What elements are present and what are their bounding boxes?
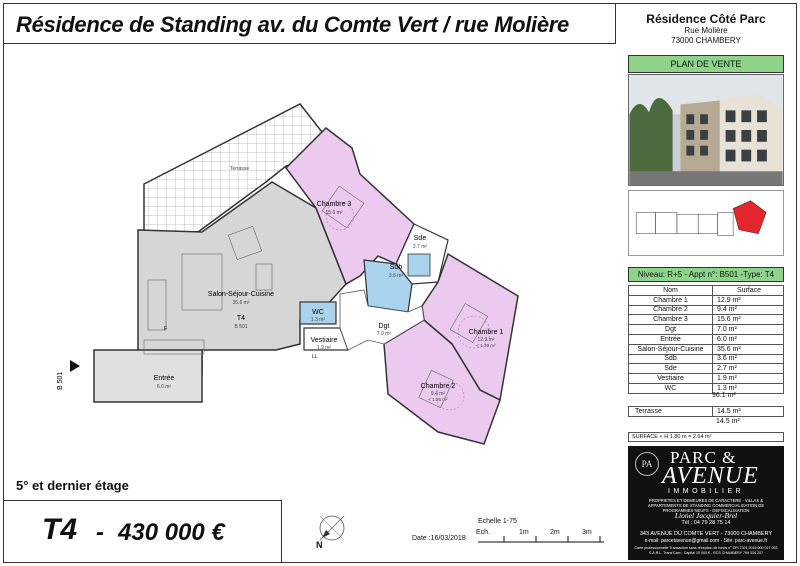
price-value: 430 000 € [118, 519, 225, 546]
apartment-type: T4 [42, 513, 78, 546]
label-dgt: Dgt [378, 323, 390, 330]
label-chambre2: Chambre 2 [420, 383, 456, 390]
agency-phone: Tél : 04 79 28 75 14 [681, 520, 731, 526]
label-vestiaire: Vestiaire [310, 337, 338, 344]
label-f: F [164, 326, 168, 332]
floor-label: 5° et dernier étage [16, 478, 129, 493]
agency-agent: Lionel Jacquier-Brel [674, 511, 738, 520]
plan-vente-label: PLAN DE VENTE [628, 55, 784, 73]
agency-brand-line2: AVENUE [662, 463, 759, 489]
label-sdb-area: 3.6 m² [388, 273, 404, 279]
agency-brand-line1: PARC & [670, 448, 737, 467]
agency-tagline: PROPRIETES ET DEMEURES DE CARACTERE - VILLAS & APPARTEMENTS DE STANDING COMMERCIALISATION DE PROGRAMMES NEUFS - DEFISCALISATION [647, 498, 765, 513]
entry-arrow-icon [70, 360, 80, 372]
agency-address: 343 AVENUE DU COMTE VERT - 73000 CHAMBERY [639, 531, 773, 537]
location-plan [628, 190, 784, 256]
terrace-table [628, 406, 784, 417]
scale-label-1m: 1m [519, 529, 529, 536]
label-wc: WC [312, 309, 324, 316]
price-box [4, 500, 282, 562]
agency-contact: e-mail: parcetavenue@gmail.com - Site: parc-avenue.fr [644, 538, 768, 544]
table-row: Sde 2.7 m² [629, 364, 784, 374]
label-terrace: Terrasse [230, 166, 250, 172]
terrace-total: 14.5 m² [716, 418, 740, 425]
label-chambre1-sub: < 1.39 m² [476, 343, 496, 348]
label-t4: T4 [236, 315, 246, 322]
sde-fixture [408, 254, 430, 276]
plan-date: Date :16/03/2018 [412, 535, 466, 542]
info-panel [616, 4, 796, 562]
table-row: WC 1.3 m² [629, 383, 784, 393]
label-sde-area: 2.7 m² [412, 244, 428, 250]
label-chambre1-area: 12.9 m² [477, 337, 495, 343]
label-entree: Entrée [153, 375, 175, 382]
table-row: Dgt 7.0 m² [629, 325, 784, 335]
label-chambre3: Chambre 3 [316, 201, 352, 208]
floor-plan [4, 44, 616, 474]
entry-marker-label: B 501 [57, 371, 64, 390]
scale-label-3m: 3m [582, 529, 592, 536]
label-chambre1: Chambre 1 [468, 329, 504, 336]
compass-north-label: N [316, 540, 323, 550]
building-photo [628, 74, 784, 186]
label-vestiaire-area: 1.9 m² [316, 345, 332, 351]
label-dgt-area: 7.0 m² [376, 331, 392, 337]
label-salon: Salon-Séjour-Cuisine [207, 291, 275, 298]
label-wc-area: 1.3 m² [310, 317, 326, 323]
scale-label-2m: 2m [550, 529, 560, 536]
agency-monogram-icon: PA [635, 452, 659, 476]
rooms-table-header [629, 286, 784, 296]
terrace-surface: 14.5 m² [713, 407, 784, 417]
label-chambre2-area: 9.4 m² [430, 391, 446, 397]
terrace-label: Terrasse [629, 407, 713, 417]
page-title: Résidence de Standing av. du Comte Vert / rue Molière [16, 12, 569, 37]
label-chambre3-area: 15.6 m² [325, 210, 343, 216]
entree-area [94, 350, 202, 402]
price-separator: - [96, 519, 104, 546]
agency-legal: Carte professionnelle Transaction sans réception de fonds n° CPI 7301 2016 000 027 053 S.A.R.L. Trans'Cam - Capital 10 000 € - RCS CHAMBERY 799 334 207 [634, 546, 778, 555]
residence-name: Résidence Côté Parc [646, 12, 766, 26]
label-ll: LL [312, 354, 318, 360]
residence-city: 73000 CHAMBERY [671, 36, 741, 45]
table-row: Chambre 2 9.4 m² [629, 305, 784, 315]
scale-label-ech: Ech. [476, 529, 491, 536]
label-sdb: Sdb [389, 264, 403, 271]
label-entree-area: 6.0 m² [156, 384, 172, 390]
label-b501-plan: B 501 [234, 324, 248, 330]
agency-brand-line3: IMMOBILIER [668, 488, 745, 495]
rooms-table [628, 285, 784, 394]
col-room: Nom [629, 286, 713, 296]
label-chambre2-sub: < 1.25 m² [428, 397, 448, 402]
header [4, 4, 616, 44]
total-surface: 96.1 m² [712, 392, 736, 399]
surface-note: SURFACE < H 1.80 m = 2.64 m² [628, 432, 784, 442]
label-salon-area: 35.6 m² [232, 300, 250, 306]
table-row [629, 407, 784, 417]
residence-street: Rue Molière [684, 26, 728, 35]
table-row: Entrée 6.0 m² [629, 334, 784, 344]
table-row: Chambre 1 12.9 m² [629, 295, 784, 305]
scale-title: Echelle 1-75 [478, 518, 517, 525]
agency-block [628, 446, 784, 560]
info-header: Niveau: R+5 - Appt n°: B501 -Type: T4 [628, 267, 784, 282]
label-sde: Sde [413, 235, 427, 242]
table-row: Sdb 3.6 m² [629, 354, 784, 364]
table-row: Chambre 3 15.6 m² [629, 315, 784, 325]
table-row: Vestiaire 1.9 m² [629, 374, 784, 384]
col-surface: Surface [713, 286, 784, 296]
table-row: Salon-Séjour-Cuisine 35.6 m² [629, 344, 784, 354]
